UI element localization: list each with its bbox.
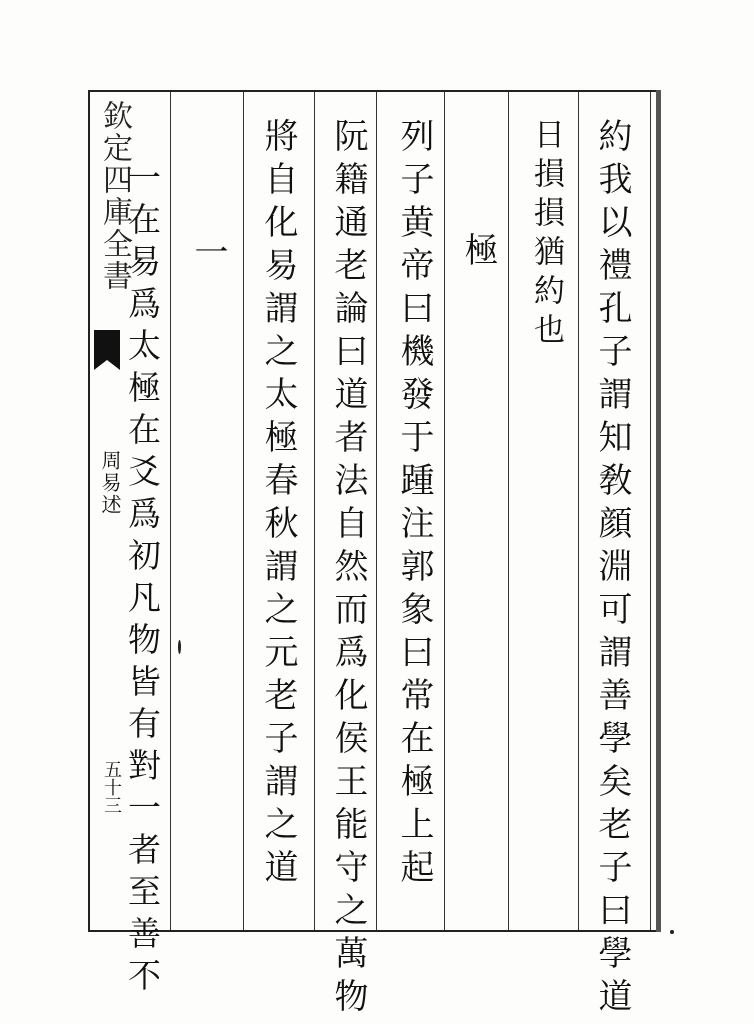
scan-speck bbox=[178, 640, 181, 654]
column-rule bbox=[170, 92, 171, 930]
fish-tail-mark bbox=[94, 330, 120, 360]
column-rule bbox=[376, 92, 377, 930]
column-rule bbox=[243, 92, 244, 930]
margin-book-title: 欽定四庫全書 bbox=[97, 100, 132, 292]
text-column-1: 約我以禮孔子謂知敎顔淵可謂善學矣老子曰學道 bbox=[592, 118, 632, 1021]
text-column-6: 將自化易謂之太極春秋謂之元老子謂之道 bbox=[258, 118, 298, 892]
column-rule bbox=[314, 92, 315, 930]
text-column-2: 日損損猶約也 bbox=[528, 118, 564, 352]
page-border bbox=[88, 90, 660, 932]
text-column-7: 一 bbox=[188, 234, 228, 277]
text-column-3: 極 bbox=[458, 232, 498, 275]
inner-border-right bbox=[650, 92, 651, 930]
column-rule bbox=[578, 92, 579, 930]
column-rule bbox=[508, 92, 509, 930]
margin-page-number: 五十三 bbox=[101, 760, 122, 814]
text-column-5: 阮籍通老論曰道者法自然而爲化侯王能守之萬物 bbox=[328, 118, 368, 1021]
text-column-4: 列子黄帝曰機發于踵注郭象曰常在極上起 bbox=[394, 118, 434, 892]
text-column-8: 一在易爲太極在爻爲初凡物皆有對一者至善不 bbox=[123, 160, 162, 1000]
margin-section-title: 周易述 bbox=[98, 450, 122, 516]
scan-speck bbox=[670, 930, 674, 934]
column-rule bbox=[444, 92, 445, 930]
outer-border-right bbox=[656, 90, 661, 932]
